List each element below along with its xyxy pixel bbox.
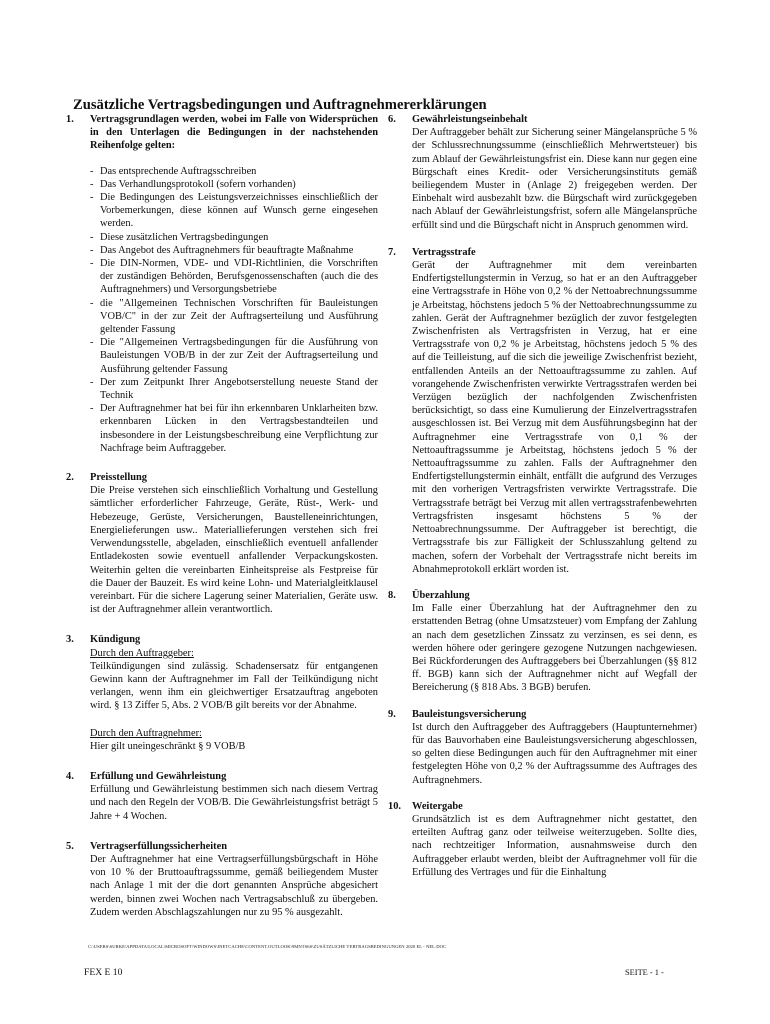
list-item: - Die Bedingungen des Leistungsverzeichnisses einschließlich der Vorbemerkungen, diese können auf Wunsch gerne eingesehen werden. — [90, 191, 378, 231]
section-number: 10. — [388, 800, 401, 812]
page-title: Zusätzliche Vertragsbedingungen und Auftragnehmererklärungen — [73, 97, 487, 113]
section-heading: Weitergabe — [412, 800, 463, 812]
section-6 — [388, 113, 697, 232]
section-9 — [388, 708, 697, 787]
section-text: Gerät der Auftragnehmer mit dem vereinbarten Endfertigstellungstermin in Verzug, so hat er an den Auftraggeber eine Vertragsstrafe in Höhe von 0,2 % der Nettoabrechnungssumme je Arbeitstag, höchstens jedoch 5 % der Nettoabrechnungssumme zu zahlen. Gerät der Auftragnehmer bezüglich der zuvor festgelegten Zwischenfristen als Vertragsfristen in Verzug, hat er eine Vertragsstrafe von 0,2 % je Arbeitstag, höchstens jedoch 5 % des auf die Teilleistung, auf die sich die jeweilige Zwischenfrist bezieht, entfallenden Anteils an der Nettoauftragssumme zu zahlen. Auf vorangehende Zwischenfristen verwirkte Vertragsstrafen werden bei Verzügen bezüglich der nachfolgenden Zwischenfristen berücksichtigt, so dass eine Kumulierung der Einzelvertragsstrafen ausgeschlossen ist. Bei Verzug mit dem Ausführungsbeginn hat der Auftragnehmer eine Vertragsstrafe von 0,1 % der Nettoauftragssumme je Arbeitstag, höchstens jedoch 5 % der Nettoauftragssumme zu zahlen. Falls der Auftragnehmer den Endfertigstellungstermin einhält, entfällt die aufgrund des Verzuges mit den vorherigen Vertragsfristen verwirkte Vertragsstrafe. Die Vertragsstrafe beträgt bei Verzug mit allen vertragsstrafenbewehrten Vertragsfristen insgesamt höchstens 5 % der Nettoabrechnungssumme. Der Auftraggeber ist berechtigt, die Vertragsstrafe bis zur Fälligkeit der Schlusszahlung geltend zu machen, sofern der Vorbehalt der Vertragsstrafe nicht bereits im Abnahmeprotokoll erklärt worden ist. — [412, 260, 697, 575]
document-code: FEX E 10 — [84, 967, 123, 978]
section-text: Der Auftraggeber behält zur Sicherung seiner Mängelansprüche 5 % der Schlussrechnungssumme (einschließlich Mehrwertsteuer) bis zum Ablauf der Gewährleistungsfrist ein. Diese kann nur gegen eine Bürgschaft eines Kredit- oder Versicherungsinstituts gemäß beiliegendem Muster in (Anlage 2) freigegeben werden. Der Einbehalt wird ausbezahlt bzw. die Bürgschaft wird zurückgegeben nach Ablauf der Gewährleistungsfrist, sofern alle Mängelansprüche erfüllt sind und die Bürgschaft nicht in Anspruch genommen wird. — [412, 127, 697, 231]
section-text: Ist durch den Auftraggeber des Auftraggebers (Hauptunternehmer) für das Bauvorhaben eine Bauleistungsversicherung abgeschlossen, so gelten diese Bedingungen auch für den Auftragnehmer mit einer festgelegten Höhe von 0,2 % der Auftragssumme des Auftrages des Auftragnehmers. — [412, 721, 697, 786]
subheading-contractor: Durch den Auftragnehmer: — [90, 727, 202, 739]
section-heading: Kündigung — [90, 634, 141, 646]
list-item: - Diese zusätzlichen Vertragsbedingungen — [90, 231, 378, 244]
section-text: Grundsätzlich ist es dem Auftragnehmer nicht gestattet, den erteilten Auftrag ganz oder teilweise weiterzugeben. Sollte dies, nach rechtzeitiger Information, ausnahmsweise durch den Auftraggeber erlaubt werden, bleibt der Auftragnehmer voll für die Erfüllung des Vertrages und für die Einhaltung — [412, 813, 697, 878]
section-4 — [66, 770, 378, 823]
section-text: Teilkündigungen sind zulässig. Schadensersatz für entgangenen Gewinn kann der Auftragnehmer im Fall der Teilkündigung nicht verlangen, wenn ihm ein gleichwertiger Ersatzauftrag angeboten wird. § 13 Ziffer 5, Abs. 2 VOB/B gilt bereits vor der Abnahme. — [90, 660, 378, 712]
section-heading: Gewährleistungseinbehalt — [412, 114, 528, 125]
section-text: Die Preise verstehen sich einschließlich Vorhaltung und Gestellung sämtlicher erforderlicher Fahrzeuge, Geräte, Rüst-, Werk- und Hebezeuge, Gerüste, Versicherungen, Baustelleneinrichtungen, Energielieferungen usw.. Materiallieferungen verstehen sich frei Verwendungsstelle, abgeladen, einschließlich eventuell anfallender Entladekosten sowie eventuell anfallender Verpackungskosten. Weiterhin gelten die vereinbarten Einheitspreise als Festpreise für die Dauer der Bauzeit. Es wird keine Lohn- und Materialgleitklausel vereinbart. Für die sichere Lagerung seiner Materialien, Geräte usw. ist der Auftragnehmer allein verantwortlich. — [90, 485, 378, 616]
section-heading: Überzahlung — [412, 589, 470, 601]
section-heading: Bauleistungsversicherung — [412, 708, 527, 720]
section-number: 5. — [66, 840, 74, 852]
section-1 — [66, 113, 378, 455]
list-item: - Die "Allgemeinen Vertragsbedingungen für die Ausführung von Bauleistungen VOB/B in der zur Zeit der Auftragserteilung und Ausführung geltender Fassung — [90, 336, 378, 376]
file-path-footer: C:\USERS\SURKE\APPDATA\LOCAL\MICROSOFT\WINDOWS\INETCACHE\CONTENT.OUTLOOK\9MNTS6S\ZUSÄTZLICHE VERTRAGSBEDINGUNGEN 2020 EL - NEL.DOC — [88, 944, 447, 949]
section-number: 8. — [388, 589, 396, 601]
list-item: - Das Angebot des Auftragnehmers für beauftragte Maßnahme — [90, 244, 378, 257]
section-7 — [388, 246, 697, 576]
list-item: - die "Allgemeinen Technischen Vorschriften für Bauleistungen VOB/C" in der zur Zeit der Auftragserteilung und Ausführung geltender Fassung — [90, 297, 378, 337]
section-number: 7. — [388, 246, 396, 258]
section-10 — [388, 800, 697, 879]
section-text: Der Auftragnehmer hat eine Vertragserfüllungsbürgschaft in Höhe von 10 % der Bruttoauftragssumme, gemäß beiliegendem Muster nach Anlage 1 mit der die dort genannten Ansprüche abgesichert werden, binnen zwei Wochen nach Vertragsabschluß zu übergeben. Zudem werden Abschlagszahlungen nur zu 95 % ausgezahlt. — [90, 853, 378, 918]
right-column — [388, 113, 697, 879]
section-3 — [66, 633, 378, 753]
list-item: - Der zum Zeitpunkt Ihrer Angebotserstellung neueste Stand der Technik — [90, 376, 378, 402]
section-5 — [66, 840, 378, 919]
left-column — [66, 113, 378, 919]
section-heading: Vertragserfüllungssicherheiten — [90, 840, 227, 852]
section-8 — [388, 589, 697, 695]
section-number: 1. — [66, 114, 74, 125]
section-heading: Erfüllung und Gewährleistung — [90, 770, 227, 782]
section-number: 9. — [388, 708, 396, 720]
section-heading: Preisstellung — [90, 472, 147, 484]
section-text: Hier gilt uneingeschränkt § 9 VOB/B — [90, 740, 246, 752]
section-text: Im Falle einer Überzahlung hat der Auftragnehmer den zu erstattenden Betrag (ohne Umsatzsteuer) vom Empfang der Zahlung an nach dem gesetzlichen Zinssatz zu verzinsen, es sei denn, es werden höhere oder geringere gezogene Nutzungen nachgewiesen. Bei Rückforderungen des Auftraggebers bei Überzahlungen (§§ 812 ff. BGB) kann sich der Auftragnehmer nicht auf Wegfall der Bereicherung (§ 818 Abs. 3 BGB) berufen. — [412, 603, 697, 694]
section-text: Erfüllung und Gewährleistung bestimmen sich nach diesem Vertrag und nach den Regeln der VOB/B. Die Gewährleistungsfrist beträgt 5 Jahre + 4 Wochen. — [90, 784, 378, 822]
list-item: - Das Verhandlungsprotokoll (sofern vorhanden) — [90, 178, 378, 191]
section-2 — [66, 471, 378, 616]
list-item: - Die DIN-Normen, VDE- und VDI-Richtlinien, die Vorschriften der zuständigen Behörden, Berufsgenossenschaften (auch die des Auftragnehmers) und Versorgungsbetriebe — [90, 257, 378, 297]
page-number: SEITE - 1 - — [625, 968, 664, 977]
subheading-client: Durch den Auftraggeber: — [90, 647, 194, 659]
section-number: 2. — [66, 472, 74, 484]
list-item: - Der Auftragnehmer hat bei für ihn erkennbaren Unklarheiten bzw. erkennbaren Lücken in den Vertragsbestandteilen und insbesondere in der Leistungsbeschreibung eine Verpflichtung zur Nachfrage beim Auftraggeber. — [90, 402, 378, 455]
section-number: 3. — [66, 634, 74, 646]
contract-basis-list — [90, 165, 378, 455]
section-number: 4. — [66, 770, 74, 782]
section-heading: Vertragsstrafe — [412, 246, 476, 258]
section-1-lead: Vertragsgrundlagen werden, wobei im Falle von Widersprüchen in den Unterlagen die Bedingungen in der nachstehenden Reihenfolge gelten: — [90, 114, 378, 152]
list-item: - Das entsprechende Auftragsschreiben — [90, 165, 378, 178]
section-number: 6. — [388, 114, 396, 125]
